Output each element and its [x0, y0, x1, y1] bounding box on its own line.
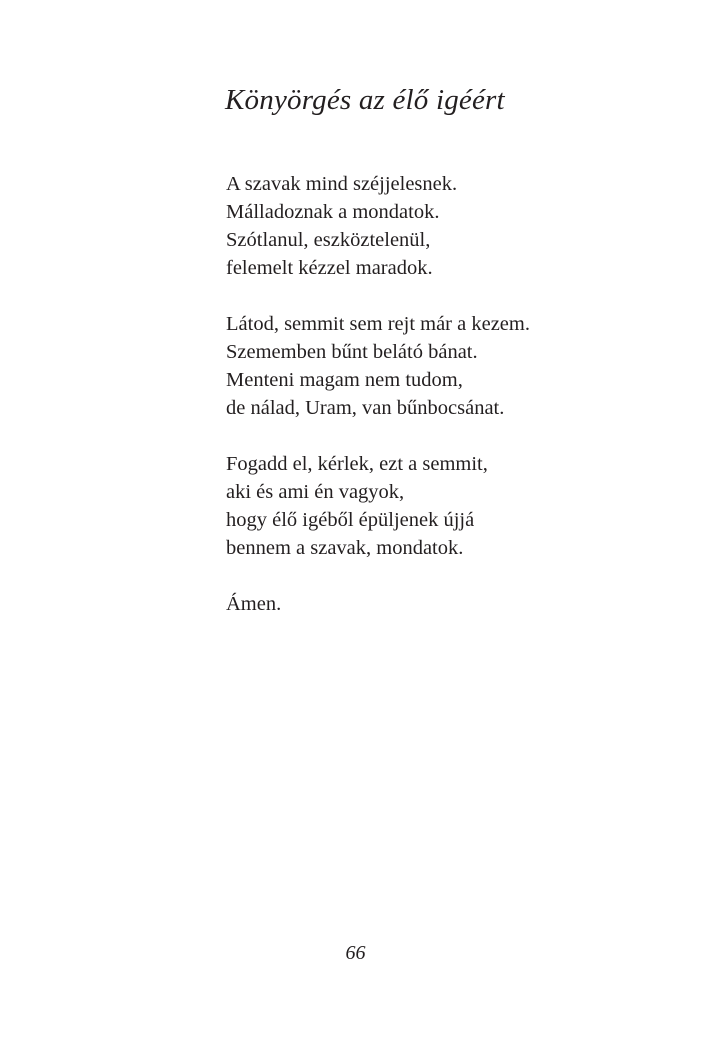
poem-line: bennem a szavak, mondatok. [226, 537, 464, 559]
poem-line: de nálad, Uram, van bűnbocsánat. [226, 397, 505, 419]
page-number: 66 [345, 942, 366, 964]
poem-line: Fogadd el, kérlek, ezt a semmit, [226, 453, 488, 475]
stanza-amen [226, 590, 686, 618]
stanza-2 [226, 310, 686, 422]
poem-line: Menteni magam nem tudom, [226, 369, 463, 391]
stanza-1 [226, 170, 686, 282]
poem-title: Könyörgés az élő igéért [225, 84, 505, 116]
poem-line: Szememben bűnt belátó bánat. [226, 341, 478, 363]
poem-line: hogy élő igéből épüljenek újjá [226, 509, 475, 531]
poem-line: felemelt kézzel maradok. [226, 257, 433, 279]
poem-line: aki és ami én vagyok, [226, 481, 405, 503]
stanza-3 [226, 450, 686, 562]
poem-line: Látod, semmit sem rejt már a kezem. [226, 313, 530, 335]
poem-line: Málladoznak a mondatok. [226, 201, 440, 223]
poem-body [226, 170, 686, 646]
poem-line-amen: Ámen. [226, 593, 282, 615]
poem-line: A szavak mind széjjelesnek. [226, 173, 458, 195]
poem-line: Szótlanul, eszköztelenül, [226, 229, 431, 251]
